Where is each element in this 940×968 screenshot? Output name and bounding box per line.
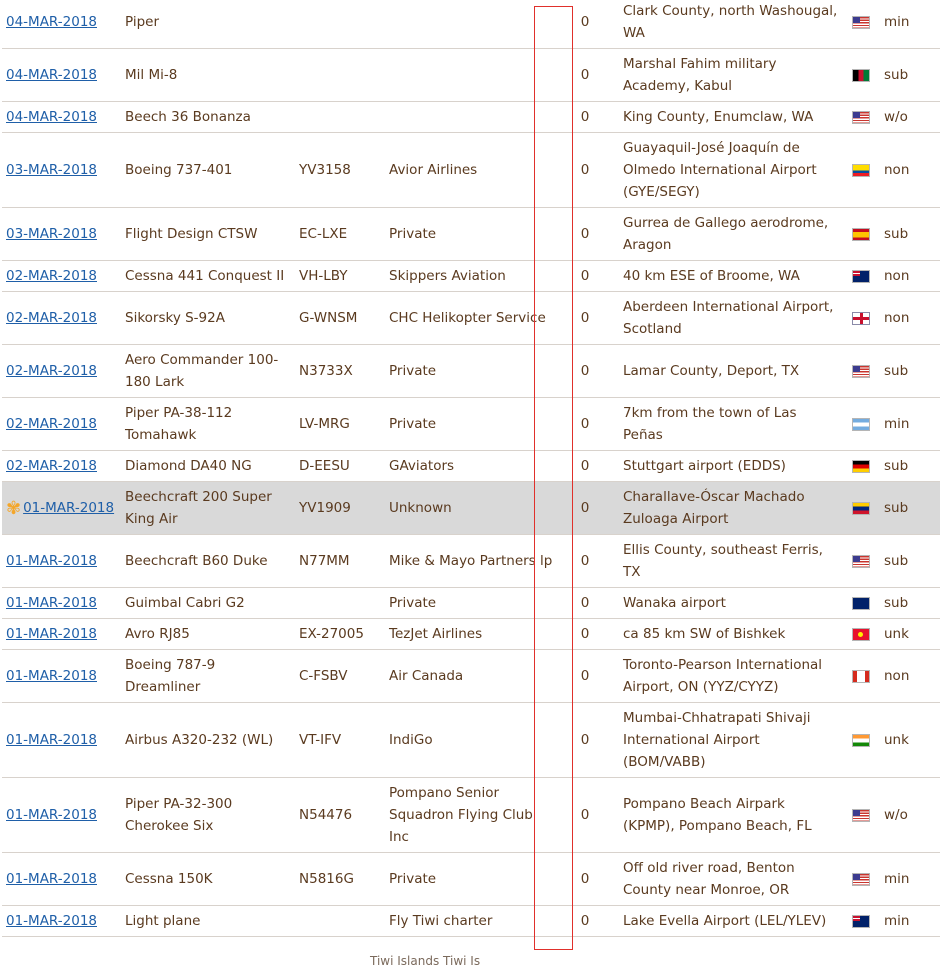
- table-row[interactable]: [2, 650, 940, 703]
- country-flag-cell: [842, 292, 880, 345]
- operator: Pompano Senior Squadron Flying Club Inc: [385, 778, 561, 853]
- date-link[interactable]: 01-MAR-2018: [6, 668, 97, 684]
- date-cell: [2, 208, 125, 261]
- country-flag-cell: [842, 853, 880, 906]
- operator: Private: [385, 398, 561, 451]
- aircraft-type: Beech 36 Bonanza: [125, 102, 295, 133]
- operator: Mike & Mayo Partners lp: [385, 535, 561, 588]
- date-link[interactable]: 01-MAR-2018: [6, 871, 97, 887]
- country-flag-icon: [853, 874, 869, 885]
- registration: N3733X: [295, 345, 385, 398]
- date-cell: [2, 778, 125, 853]
- location: Mumbai-Chhatrapati Shivaji International Airport (BOM/VABB): [609, 703, 842, 778]
- fatalities: 0: [561, 0, 609, 49]
- location: Aberdeen International Airport, Scotland: [609, 292, 842, 345]
- aircraft-type: Sikorsky S-92A: [125, 292, 295, 345]
- damage: w/o: [880, 778, 932, 853]
- location: Guayaquil-José Joaquín de Olmedo International Airport (GYE/SEGY): [609, 133, 842, 208]
- operator: Avior Airlines: [385, 133, 561, 208]
- location: ca 85 km SW of Bishkek: [609, 619, 842, 650]
- operator: Private: [385, 588, 561, 619]
- photo-cell: [932, 49, 940, 102]
- damage: non: [880, 292, 932, 345]
- fatalities: 0: [561, 650, 609, 703]
- table-row[interactable]: [2, 451, 940, 482]
- fatalities: 0: [561, 133, 609, 208]
- photo-cell: [932, 102, 940, 133]
- date-cell: [2, 398, 125, 451]
- operator: GAviators: [385, 451, 561, 482]
- date-cell: [2, 49, 125, 102]
- operator: TezJet Airlines: [385, 619, 561, 650]
- operator: IndiGo: [385, 703, 561, 778]
- location: Marshal Fahim military Academy, Kabul: [609, 49, 842, 102]
- country-flag-icon: [853, 735, 869, 746]
- photo-cell: [932, 619, 940, 650]
- location: Stuttgart airport (EDDS): [609, 451, 842, 482]
- fatalities: 0: [561, 345, 609, 398]
- photo-cell: [932, 345, 940, 398]
- country-flag-icon: [853, 313, 869, 324]
- country-flag-cell: [842, 261, 880, 292]
- location: Toronto-Pearson International Airport, ON (YYZ/CYYZ): [609, 650, 842, 703]
- location: Clark County, north Washougal, WA: [609, 0, 842, 49]
- country-flag-cell: [842, 778, 880, 853]
- table-row[interactable]: [2, 208, 940, 261]
- date-link[interactable]: 01-MAR-2018: [6, 913, 97, 929]
- aircraft-type: Light plane: [125, 906, 295, 937]
- operator: [385, 0, 561, 49]
- damage: non: [880, 261, 932, 292]
- aircraft-type: Cessna 441 Conquest II: [125, 261, 295, 292]
- table-row[interactable]: [2, 0, 940, 49]
- date-cell: [2, 588, 125, 619]
- date-link[interactable]: 02-MAR-2018: [6, 268, 97, 284]
- date-link[interactable]: 04-MAR-2018: [6, 14, 97, 30]
- fatalities: 0: [561, 451, 609, 482]
- partial-next-row: Tiwi Islands Tiwi Is: [370, 954, 481, 968]
- country-flag-icon: [853, 629, 869, 640]
- photo-cell: [932, 703, 940, 778]
- location: Ellis County, southeast Ferris, TX: [609, 535, 842, 588]
- table-row[interactable]: [2, 619, 940, 650]
- date-cell: [2, 619, 125, 650]
- registration: VT-IFV: [295, 703, 385, 778]
- fatalities: 0: [561, 208, 609, 261]
- damage: non: [880, 650, 932, 703]
- aircraft-type: Beechcraft 200 Super King Air: [125, 482, 295, 535]
- fatalities: 0: [561, 261, 609, 292]
- country-flag-cell: [842, 703, 880, 778]
- operator: Private: [385, 345, 561, 398]
- registration: N5816G: [295, 853, 385, 906]
- photo-cell: [932, 0, 940, 49]
- country-flag-cell: [842, 619, 880, 650]
- country-flag-icon: [853, 112, 869, 123]
- date-cell: [2, 482, 125, 535]
- country-flag-icon: [853, 366, 869, 377]
- photo-cell: [932, 292, 940, 345]
- location: Charallave-Óscar Machado Zuloaga Airport: [609, 482, 842, 535]
- date-link[interactable]: 02-MAR-2018: [6, 458, 97, 474]
- registration: YV1909: [295, 482, 385, 535]
- country-flag-cell: [842, 650, 880, 703]
- country-flag-cell: [842, 906, 880, 937]
- date-link[interactable]: 01-MAR-2018: [6, 807, 97, 823]
- location: Lamar County, Deport, TX: [609, 345, 842, 398]
- photo-cell: [932, 133, 940, 208]
- location: King County, Enumclaw, WA: [609, 102, 842, 133]
- photo-cell: [932, 398, 940, 451]
- fatalities: 0: [561, 482, 609, 535]
- date-cell: [2, 292, 125, 345]
- country-flag-icon: [853, 271, 869, 282]
- registration: VH-LBY: [295, 261, 385, 292]
- country-flag-cell: [842, 535, 880, 588]
- photo-cell: [932, 650, 940, 703]
- aircraft-type: Boeing 737-401: [125, 133, 295, 208]
- country-flag-icon: [853, 229, 869, 240]
- date-link[interactable]: 02-MAR-2018: [6, 363, 97, 379]
- table-row[interactable]: [2, 49, 940, 102]
- registration: G-WNSM: [295, 292, 385, 345]
- registration: [295, 49, 385, 102]
- table-row[interactable]: [2, 588, 940, 619]
- damage: sub: [880, 208, 932, 261]
- registration: C-FSBV: [295, 650, 385, 703]
- registration: N54476: [295, 778, 385, 853]
- date-link[interactable]: 03-MAR-2018: [6, 162, 97, 178]
- location: 40 km ESE of Broome, WA: [609, 261, 842, 292]
- registration: EC-LXE: [295, 208, 385, 261]
- damage: sub: [880, 345, 932, 398]
- country-flag-icon: [853, 165, 869, 176]
- damage: min: [880, 853, 932, 906]
- date-link[interactable]: 01-MAR-2018: [6, 626, 97, 642]
- date-link[interactable]: 03-MAR-2018: [6, 226, 97, 242]
- operator: Private: [385, 853, 561, 906]
- aircraft-type: Beechcraft B60 Duke: [125, 535, 295, 588]
- country-flag-cell: [842, 345, 880, 398]
- fatalities: 0: [561, 906, 609, 937]
- damage: sub: [880, 482, 932, 535]
- table-row[interactable]: [2, 482, 940, 535]
- damage: min: [880, 0, 932, 49]
- country-flag-icon: [853, 598, 869, 609]
- date-link[interactable]: 04-MAR-2018: [6, 67, 97, 83]
- operator: Skippers Aviation: [385, 261, 561, 292]
- location: Off old river road, Benton County near Monroe, OR: [609, 853, 842, 906]
- country-flag-icon: [853, 419, 869, 430]
- damage: w/o: [880, 102, 932, 133]
- photo-cell: [932, 853, 940, 906]
- table-row[interactable]: [2, 778, 940, 853]
- aircraft-type: Diamond DA40 NG: [125, 451, 295, 482]
- table-row[interactable]: [2, 853, 940, 906]
- table-row[interactable]: [2, 133, 940, 208]
- registration: [295, 102, 385, 133]
- country-flag-cell: [842, 482, 880, 535]
- registration: YV3158: [295, 133, 385, 208]
- fatalities: 0: [561, 853, 609, 906]
- date-link[interactable]: 01-MAR-2018: [6, 553, 97, 569]
- country-flag-icon: [853, 810, 869, 821]
- date-cell: [2, 133, 125, 208]
- registration: EX-27005: [295, 619, 385, 650]
- operator: Private: [385, 208, 561, 261]
- date-link[interactable]: 01-MAR-2018: [6, 732, 97, 748]
- date-cell: [2, 906, 125, 937]
- date-cell: [2, 102, 125, 133]
- country-flag-cell: [842, 49, 880, 102]
- photo-cell: [932, 535, 940, 588]
- registration: LV-MRG: [295, 398, 385, 451]
- table-row[interactable]: [2, 398, 940, 451]
- date-cell: [2, 0, 125, 49]
- date-cell: [2, 451, 125, 482]
- fatalities: 0: [561, 292, 609, 345]
- aircraft-type: Boeing 787-9 Dreamliner: [125, 650, 295, 703]
- country-flag-icon: [853, 556, 869, 567]
- country-flag-icon: [853, 461, 869, 472]
- table-row[interactable]: [2, 292, 940, 345]
- photo-cell: [932, 778, 940, 853]
- operator: Air Canada: [385, 650, 561, 703]
- country-flag-icon: [853, 17, 869, 28]
- date-cell: [2, 703, 125, 778]
- fatalities: 0: [561, 588, 609, 619]
- registration: D-EESU: [295, 451, 385, 482]
- country-flag-cell: [842, 451, 880, 482]
- country-flag-cell: [842, 398, 880, 451]
- damage: sub: [880, 588, 932, 619]
- damage: unk: [880, 703, 932, 778]
- aircraft-type: Guimbal Cabri G2: [125, 588, 295, 619]
- country-flag-cell: [842, 133, 880, 208]
- aircraft-type: Piper PA-38-112 Tomahawk: [125, 398, 295, 451]
- location: 7km from the town of Las Peñas: [609, 398, 842, 451]
- date-cell: [2, 261, 125, 292]
- photo-cell: [932, 451, 940, 482]
- fatalities: 0: [561, 619, 609, 650]
- registration: [295, 906, 385, 937]
- fatalities: 0: [561, 398, 609, 451]
- photo-cell: [932, 482, 940, 535]
- table-row[interactable]: [2, 906, 940, 937]
- aircraft-type: Piper: [125, 0, 295, 49]
- damage: sub: [880, 49, 932, 102]
- photo-cell: [932, 261, 940, 292]
- registration: N77MM: [295, 535, 385, 588]
- date-link[interactable]: 02-MAR-2018: [6, 416, 97, 432]
- table-row[interactable]: [2, 261, 940, 292]
- location: Lake Evella Airport (LEL/YLEV): [609, 906, 842, 937]
- accident-table: [2, 0, 940, 937]
- star-icon: ✾: [6, 497, 22, 519]
- date-cell: [2, 345, 125, 398]
- country-flag-icon: [853, 671, 869, 682]
- damage: unk: [880, 619, 932, 650]
- damage: min: [880, 906, 932, 937]
- location: Wanaka airport: [609, 588, 842, 619]
- table-row[interactable]: [2, 345, 940, 398]
- country-flag-cell: [842, 0, 880, 49]
- date-cell: [2, 650, 125, 703]
- damage: sub: [880, 535, 932, 588]
- operator: [385, 49, 561, 102]
- country-flag-cell: [842, 208, 880, 261]
- aircraft-type: Avro RJ85: [125, 619, 295, 650]
- country-flag-icon: [853, 503, 869, 514]
- location: Gurrea de Gallego aerodrome, Aragon: [609, 208, 842, 261]
- country-flag-cell: [842, 588, 880, 619]
- fatalities: 0: [561, 703, 609, 778]
- aircraft-type: Piper PA-32-300 Cherokee Six: [125, 778, 295, 853]
- aircraft-type: Aero Commander 100-180 Lark: [125, 345, 295, 398]
- table-row[interactable]: [2, 535, 940, 588]
- damage: min: [880, 398, 932, 451]
- table-row[interactable]: [2, 102, 940, 133]
- country-flag-cell: [842, 102, 880, 133]
- date-link[interactable]: 01-MAR-2018: [6, 595, 97, 611]
- fatalities: 0: [561, 49, 609, 102]
- date-link[interactable]: 04-MAR-2018: [6, 109, 97, 125]
- photo-cell: [932, 208, 940, 261]
- country-flag-icon: [853, 70, 869, 81]
- aircraft-type: Mil Mi-8: [125, 49, 295, 102]
- operator: Fly Tiwi charter: [385, 906, 561, 937]
- registration: [295, 0, 385, 49]
- date-link[interactable]: 01-MAR-2018: [23, 499, 115, 516]
- aircraft-type: Airbus A320-232 (WL): [125, 703, 295, 778]
- photo-cell: [932, 906, 940, 937]
- operator: [385, 102, 561, 133]
- date-cell: [2, 853, 125, 906]
- country-flag-icon: [853, 916, 869, 927]
- fatalities: 0: [561, 778, 609, 853]
- date-cell: [2, 535, 125, 588]
- aircraft-type: Flight Design CTSW: [125, 208, 295, 261]
- date-link[interactable]: 02-MAR-2018: [6, 310, 97, 326]
- operator: CHC Helikopter Service: [385, 292, 561, 345]
- registration: [295, 588, 385, 619]
- fatalities: 0: [561, 535, 609, 588]
- damage: sub: [880, 451, 932, 482]
- damage: non: [880, 133, 932, 208]
- table-row[interactable]: [2, 703, 940, 778]
- photo-cell: [932, 588, 940, 619]
- aircraft-type: Cessna 150K: [125, 853, 295, 906]
- fatalities: 0: [561, 102, 609, 133]
- operator: Unknown: [385, 482, 561, 535]
- location: Pompano Beach Airpark (KPMP), Pompano Beach, FL: [609, 778, 842, 853]
